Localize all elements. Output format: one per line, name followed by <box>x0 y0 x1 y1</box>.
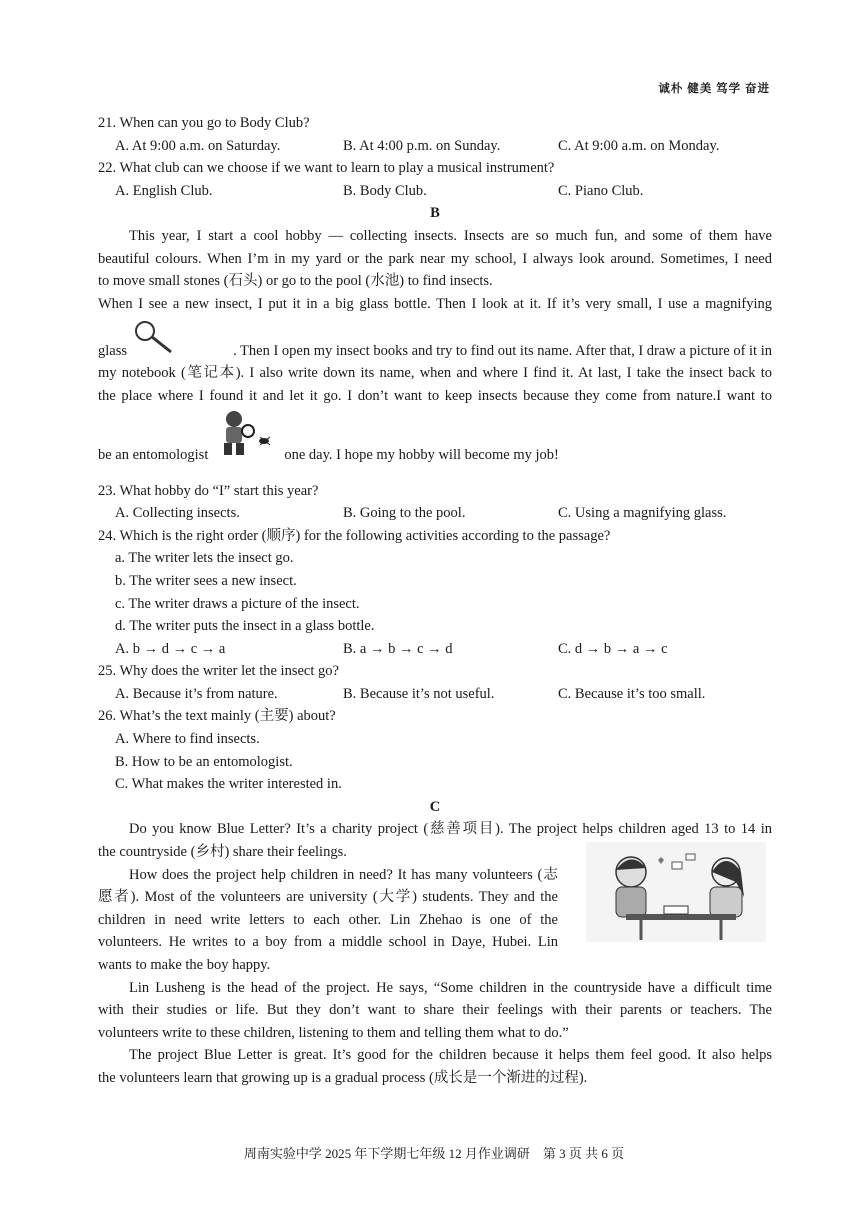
passage-b-line-2: beautiful colours. When I’m in my yard or the park near my school, I always look around. Sometimes, I need <box>98 250 772 267</box>
q21-option-b: B. At 4:00 p.m. on Sunday. <box>343 137 501 154</box>
glass-sentence: . Then I open my insect books and try to find out its name. After that, I draw a picture of it in <box>233 342 772 359</box>
q26-option-c: C. What makes the writer interested in. <box>115 776 342 793</box>
question-21: 21. When can you go to Body Club? <box>98 115 310 131</box>
q23-option-b: B. Going to the pool. <box>343 505 466 522</box>
section-c <box>98 796 772 1090</box>
passage-b-line-4: When I see a new insect, I put it in a big glass bottle. Then I look at it. If it’s very small, I use a magnifying <box>98 295 772 312</box>
q22-option-b: B. Body Club. <box>343 182 427 199</box>
q23-option-a: A. Collecting insects. <box>115 505 240 522</box>
q24-option-b: B. a → b → c → d <box>343 640 453 657</box>
q24-options <box>98 638 772 661</box>
passage-b-line-3: to move small stones (石头) or go to the pool (水池) to find insects. <box>98 273 493 290</box>
entomologist-sentence: one day. I hope my hobby will become my job! <box>284 446 559 463</box>
question-23: 23. What hobby do “I” start this year? <box>98 482 319 499</box>
q22-option-a: A. English Club. <box>115 182 213 199</box>
passage-c-p2-line-4: volunteers. He writes to a boy from a middle school in Daye, Hubei. Lin <box>98 934 558 951</box>
page-footer: 周南实验中学 2025 年下学期七年级 12 月作业调研 第 3 页 共 6 页 <box>243 1146 625 1161</box>
passage-b-line-7: the place where I found it and let it go. I don’t want to keep insects because they come from nature.I want to <box>98 387 772 404</box>
q23-options <box>98 502 772 525</box>
magnifying-glass-icon <box>131 319 177 363</box>
passage-c-p1-line-2: the countryside (乡村) share their feelings. <box>98 844 347 861</box>
q22-options <box>98 180 772 203</box>
q26-option-a: A. Where to find insects. <box>115 731 260 748</box>
section-c-title: C <box>429 798 441 815</box>
entomologist-icon <box>214 409 274 464</box>
passage-c-p3-line-2: with their studies or life. But they don’t want to share their feelings with their parents or teachers. The <box>98 1002 772 1019</box>
q24-option-c: C. d → b → a → c <box>558 640 668 657</box>
q24-step-b: b. The writer sees a new insect. <box>115 572 297 589</box>
passage-c-p2-line-3: children in need write letters to each other. Lin Zhehao is one of the <box>98 911 558 928</box>
q25-option-c: C. Because it’s too small. <box>558 685 706 702</box>
q25-options <box>98 683 772 706</box>
q24-step-d: d. The writer puts the insect in a glass bottle. <box>115 618 375 635</box>
passage-c-p4-line-1: The project Blue Letter is great. It’s good for the children because it helps them feel good. It also helps <box>129 1047 772 1064</box>
passage-c-p2-line-1: How does the project help children in need? It has many volunteers (志 <box>129 866 558 883</box>
question-25: 25. Why does the writer let the insect go? <box>98 663 339 680</box>
q24-step-a: a. The writer lets the insect go. <box>115 550 294 567</box>
entomologist-word: be an entomologist <box>98 446 209 463</box>
q26-option-b: B. How to be an entomologist. <box>115 753 293 770</box>
q23-option-c: C. Using a magnifying glass. <box>558 505 727 522</box>
glass-word: glass <box>98 342 127 359</box>
passage-c-p3-line-3: volunteers write to these children, listening to them and telling them what to do.” <box>98 1024 569 1041</box>
passage-b-line-5 <box>98 315 772 362</box>
passage-b-line-8 <box>98 408 772 466</box>
q25-option-a: A. Because it’s from nature. <box>115 685 278 702</box>
school-motto: 诚朴 健美 笃学 奋进 <box>658 83 770 95</box>
passage-c-p1-line-1: Do you know Blue Letter? It’s a charity project (慈善项目). The project helps children aged 13 to 14 in <box>129 821 772 838</box>
passage-c-p2-line-2: 愿者). Most of the volunteers are university (大学) students. They and the <box>98 889 558 906</box>
question-22: 22. What club can we choose if we want to learn to play a musical instrument? <box>98 160 555 177</box>
q21-options <box>98 135 772 158</box>
passage-c-p4-line-2: the volunteers learn that growing up is a gradual process (成长是一个渐进的过程). <box>98 1069 588 1086</box>
question-24: 24. Which is the right order (顺序) for the following activities according to the passage? <box>98 527 611 544</box>
passage-b-line-1: This year, I start a cool hobby — collecting insects. Insects are so much fun, and some of them have <box>129 227 772 244</box>
section-b-title: B <box>430 205 440 222</box>
q21-option-a: A. At 9:00 a.m. on Saturday. <box>115 137 281 154</box>
children-writing-illustration <box>586 842 766 942</box>
passage-b-line-6: my notebook (笔记本). I also write down its name, when and where I find it. At last, I take the insect back to <box>98 365 772 382</box>
exam-page <box>98 112 772 1090</box>
q24-step-c: c. The writer draws a picture of the insect. <box>115 595 360 612</box>
passage-c-p2-line-5: wants to make the boy happy. <box>98 957 271 973</box>
question-26: 26. What’s the text mainly (主要) about? <box>98 708 336 725</box>
passage-c-p3-line-1: Lin Lusheng is the head of the project. He says, “Some children in the countryside have a difficult time <box>129 979 772 996</box>
q25-option-b: B. Because it’s not useful. <box>343 685 495 702</box>
q21-option-c: C. At 9:00 a.m. on Monday. <box>558 137 720 154</box>
q22-option-c: C. Piano Club. <box>558 182 644 199</box>
q24-option-a: A. b → d → c → a <box>115 640 226 657</box>
